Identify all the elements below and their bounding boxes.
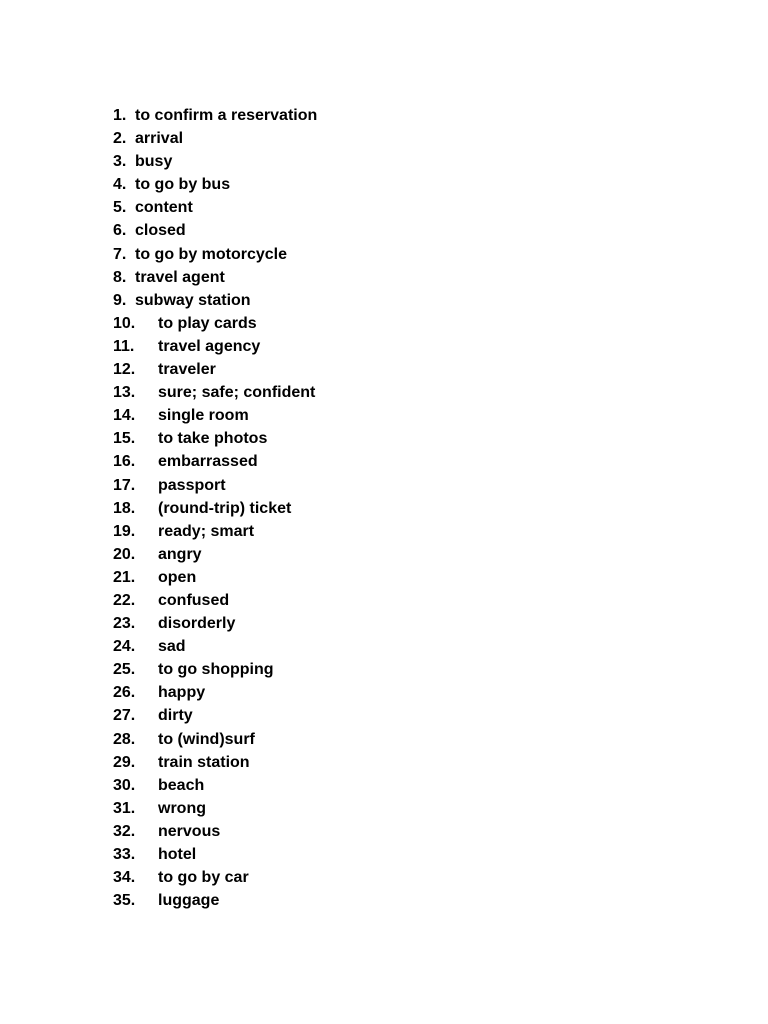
item-number: 22. xyxy=(113,591,136,609)
item-number: 30. xyxy=(113,776,136,794)
item-term: sure; safe; confident xyxy=(158,384,316,402)
item-term: embarrassed xyxy=(158,453,258,471)
item-number: 13. xyxy=(113,384,136,402)
item-term: beach xyxy=(158,776,205,794)
item-number: 7. xyxy=(113,245,127,263)
item-number: 1. xyxy=(113,107,127,124)
item-term: to go by bus xyxy=(135,176,231,194)
item-number: 24. xyxy=(113,638,136,656)
item-number: 17. xyxy=(113,476,136,494)
item-number: 8. xyxy=(113,268,127,286)
item-number: 9. xyxy=(113,291,127,309)
item-number: 20. xyxy=(113,545,136,563)
item-number: 31. xyxy=(113,799,136,817)
item-number: 4. xyxy=(113,176,127,194)
item-term: to confirm a reservation xyxy=(135,107,318,124)
item-number: 11. xyxy=(113,337,135,355)
item-term: travel agent xyxy=(135,268,225,286)
item-term: luggage xyxy=(158,892,220,910)
item-term: busy xyxy=(135,153,173,171)
item-term: content xyxy=(135,199,193,217)
item-number: 35. xyxy=(113,892,136,910)
item-number: 15. xyxy=(113,430,136,448)
item-number: 34. xyxy=(113,869,136,887)
item-term: happy xyxy=(158,684,206,702)
item-term: to go by motorcycle xyxy=(135,245,288,263)
item-term: subway station xyxy=(135,291,251,309)
item-number: 16. xyxy=(113,453,136,471)
item-number: 27. xyxy=(113,707,136,725)
item-number: 2. xyxy=(113,130,127,148)
item-term: nervous xyxy=(158,822,221,840)
item-term: to go shopping xyxy=(158,661,274,679)
item-term: passport xyxy=(158,476,226,494)
item-term: (round-trip) ticket xyxy=(158,499,292,517)
item-number: 18. xyxy=(113,499,136,517)
item-number: 33. xyxy=(113,846,136,863)
item-number: 6. xyxy=(113,222,127,240)
item-number: 12. xyxy=(113,361,136,379)
item-term: dirty xyxy=(158,707,193,725)
item-term: travel agency xyxy=(158,337,261,355)
item-number: 29. xyxy=(113,753,136,771)
item-term: angry xyxy=(158,545,202,563)
item-term: to take photos xyxy=(158,430,268,448)
item-number: 32. xyxy=(113,822,136,840)
item-term: wrong xyxy=(158,799,206,817)
item-term: traveler xyxy=(158,361,216,379)
item-number: 25. xyxy=(113,661,136,679)
item-term: arrival xyxy=(135,130,184,148)
item-term: to go by car xyxy=(158,869,249,887)
item-number: 26. xyxy=(113,684,136,702)
item-term: disorderly xyxy=(158,615,236,633)
item-number: 5. xyxy=(113,199,127,217)
item-term: train station xyxy=(158,753,250,771)
item-number: 23. xyxy=(113,615,136,633)
item-number: 21. xyxy=(113,568,136,586)
item-number: 19. xyxy=(113,522,136,540)
item-term: single room xyxy=(158,407,249,425)
item-term: to (wind)surf xyxy=(158,730,255,748)
item-term: sad xyxy=(158,638,186,656)
item-term: to play cards xyxy=(158,314,257,332)
item-number: 10. xyxy=(113,314,136,332)
item-term: hotel xyxy=(158,846,197,863)
item-number: 3. xyxy=(113,153,127,171)
item-term: confused xyxy=(158,591,230,609)
item-term: closed xyxy=(135,222,186,240)
item-term: ready; smart xyxy=(158,522,255,540)
item-number: 14. xyxy=(113,407,136,425)
item-number: 28. xyxy=(113,730,136,748)
item-term: open xyxy=(158,568,197,586)
